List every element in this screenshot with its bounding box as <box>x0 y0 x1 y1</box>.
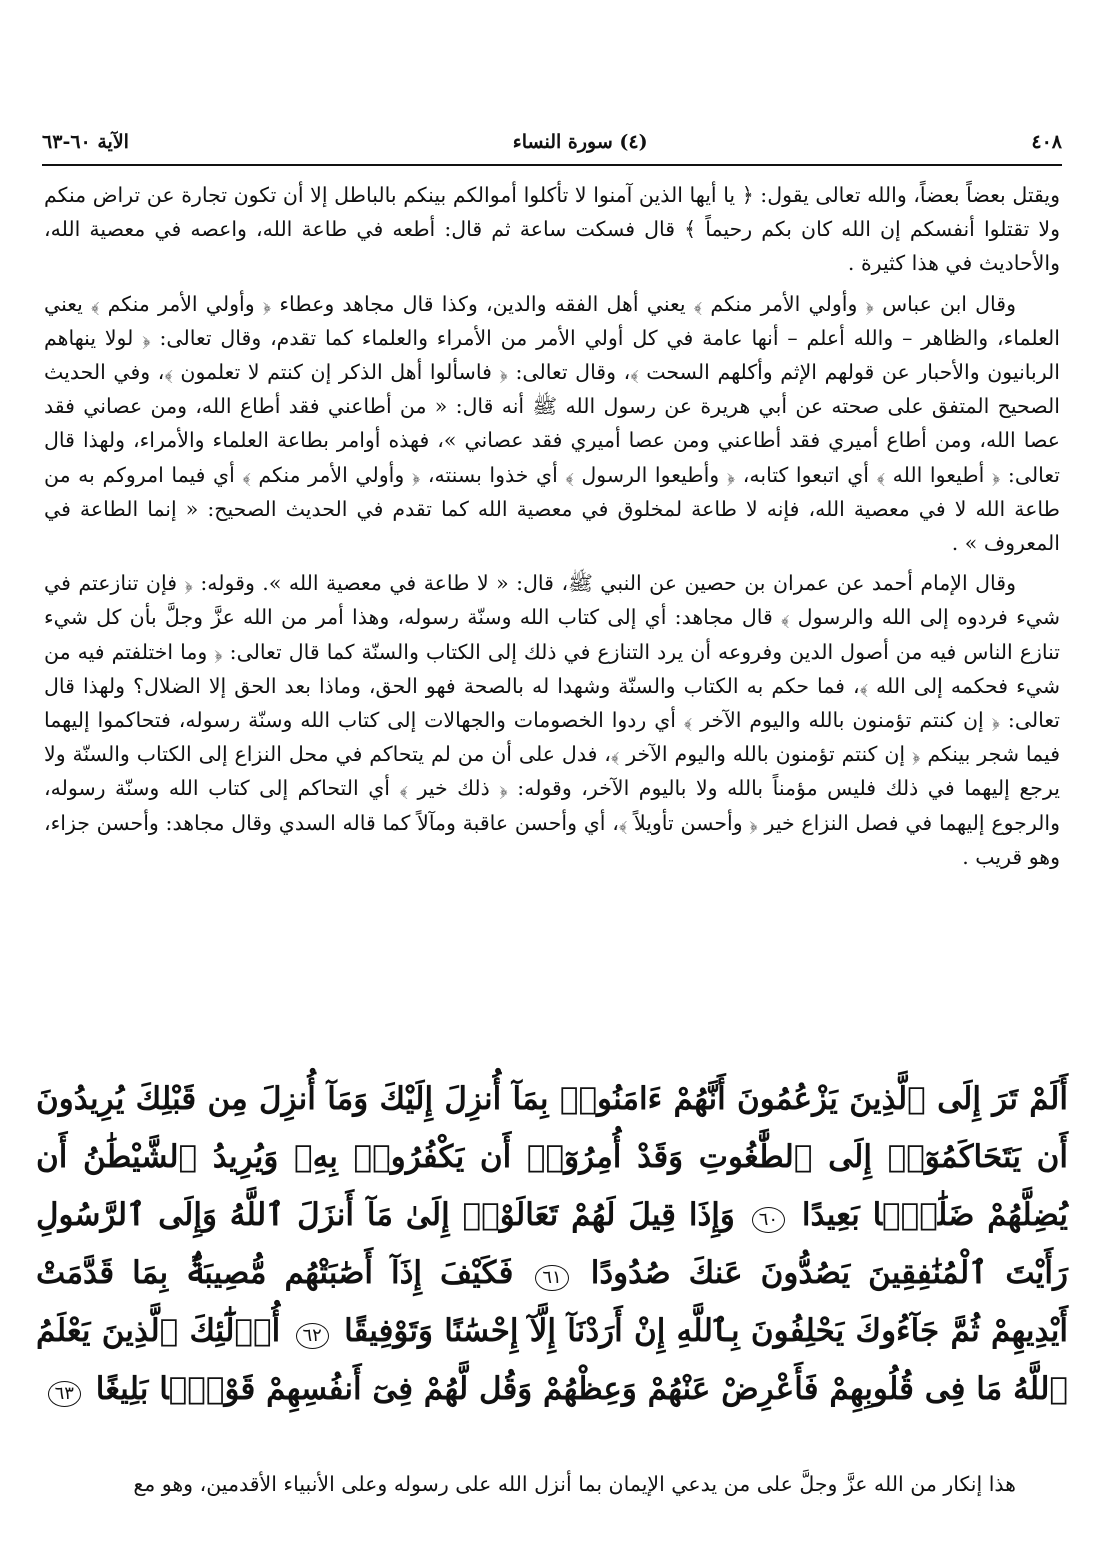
quran-verses <box>36 1070 1068 1418</box>
surah-title: (٤) سورة النساء <box>512 131 648 153</box>
verse-62-number: ٦٢ <box>296 1323 329 1349</box>
verse-63-number: ٦٣ <box>48 1381 81 1407</box>
closing-paragraph: هذا إنكار من الله عزَّ وجلَّ على من يدعي الإيمان بما أنزل الله على رسوله وعلى الأنبياء الأقدمين، وهو مع <box>133 1472 1016 1496</box>
paragraph-3: وقال الإمام أحمد عن عمران بن حصين عن النبي ﷺ، قال: « لا طاعة في معصية الله ». وقوله: ﴿ فإن تنازعتم في شيء فردوه إلى الله والرسول ﴾ قال مجاهد: أي إلى كتاب الله وسنّة رسوله، وهذا أمر من الله عزَّ وجلَّ بأن كل شيء تنازع الناس فيه من أصول الدين وفروعه أن يرد التنازع في ذلك إلى الكتاب والسنّة كما قال تعالى: ﴿ وما اختلفتم فيه من شيء فحكمه إلى الله ﴾، فما حكم به الكتاب والسنّة وشهدا له بالصحة فهو الحق، وماذا بعد الحق إلا الضلال؟ ولهذا قال تعالى: ﴿ إن كنتم تؤمنون بالله واليوم الآخر ﴾ أي ردوا الخصومات والجهالات إلى كتاب الله وسنّة رسوله، فتحاكموا إليهما فيما شجر بينكم ﴿ إن كنتم تؤمنون بالله واليوم الآخر ﴾، فدل على أن من لم يتحاكم في محل النزاع إلى الكتاب والسنّة ولا يرجع إليهما في ذلك فليس مؤمناً بالله ولا باليوم الآخر، وقوله: ﴿ ذلك خير ﴾ أي التحاكم إلى كتاب الله وسنّة رسوله، والرجوع إليهما في فصل النزاع خير ﴿ وأحسن تأويلاً ﴾، أي وأحسن عاقبة ومآلاً كما قاله السدي وقال مجاهد: وأحسن جزاء، وهو قريب . <box>44 571 1060 869</box>
verse-61-text: وَإِذَا قِيلَ لَهُمْ تَعَالَوْا۟ إِلَىٰ مَآ أَنزَلَ ٱللَّهُ وَإِلَى ٱلرَّسُولِ رَأَيْتَ ٱلْمُنَٰفِقِينَ يَصُدُّونَ عَنكَ صُدُودًا <box>36 1197 1068 1291</box>
paragraph-2: وقال ابن عباس ﴿ وأولي الأمر منكم ﴾ يعني أهل الفقه والدين، وكذا قال مجاهد وعطاء ﴿ وأولي الأمر منكم ﴾ يعني العلماء، والظاهر – والله أعلم – أنها عامة في كل أولي الأمر من الأمراء والعلماء كما تقدم، وقال تعالى: ﴿ لولا ينهاهم الربانيون والأحبار عن قولهم الإثم وأكلهم السحت ﴾، وقال تعالى: ﴿ فاسألوا أهل الذكر إن كنتم لا تعلمون ﴾، وفي الحديث الصحيح المتفق على صحته عن أبي هريرة عن رسول الله ﷺ أنه قال: « من أطاعني فقد أطاع الله، ومن عصاني فقد عصا الله، ومن أطاع أميري فقد أطاعني ومن عصا أميري فقد عصاني »، فهذه أوامر بطاعة العلماء والأمراء، ولهذا قال تعالى: ﴿ أطيعوا الله ﴾ أي اتبعوا كتابه، ﴿ وأطيعوا الرسول ﴾ أي خذوا بسنته، ﴿ وأولي الأمر منكم ﴾ أي فيما امروكم به من طاعة الله لا في معصية الله، فإنه لا طاعة لمخلوق في معصية الله كما تقدم في الحديث الصحيح: « إنما الطاعة في المعروف » . <box>44 291 1060 556</box>
verse-range: الآية ٦٠-٦٣ <box>42 131 129 153</box>
verse-60-text: أَلَمْ تَرَ إِلَى ٱلَّذِينَ يَزْعُمُونَ أَنَّهُمْ ءَامَنُوا۟ بِمَآ أُنزِلَ إِلَيْكَ وَمَآ أُنزِلَ مِن قَبْلِكَ يُرِيدُونَ أَن يَتَحَاكَمُوٓا۟ إِلَى ٱلطَّٰغُوتِ وَقَدْ أُمِرُوٓا۟ أَن يَكْفُرُوا۟ بِهِۦ وَيُرِيدُ ٱلشَّيْطَٰنُ أَن يُضِلَّهُمْ ضَلَٰلًۢا بَعِيدًا <box>36 1081 1068 1233</box>
paragraph-1: ويقتل بعضاً بعضاً، والله تعالى يقول: ﴿ يا أيها الذين آمنوا لا تأكلوا أموالكم بينكم بالباطل إلا أن تكون تجارة عن تراض منكم ولا تقتلوا أنفسكم إن الله كان بكم رحيماً ﴾ قال فسكت ساعة ثم قال: أطعه في طاعة الله، واعصه في معصية الله، والأحاديث في هذا كثيرة . <box>44 183 1060 276</box>
commentary-text <box>44 178 1060 880</box>
verse-61-number: ٦١ <box>535 1265 568 1291</box>
page-number: ٤٠٨ <box>1031 131 1062 153</box>
header-divider <box>42 164 1062 166</box>
verse-60-number: ٦٠ <box>752 1207 785 1233</box>
page-header <box>42 122 1062 162</box>
verse-63-text: أُو۟لَٰٓئِكَ ٱلَّذِينَ يَعْلَمُ ٱللَّهُ مَا فِى قُلُوبِهِمْ فَأَعْرِضْ عَنْهُمْ وَعِظْهُمْ وَقُل لَّهُمْ فِىٓ أَنفُسِهِمْ قَوْلًۢا بَلِيغًا <box>36 1313 1068 1407</box>
closing-text <box>44 1467 1060 1501</box>
verse-62-text: فَكَيْفَ إِذَآ أَصَٰبَتْهُم مُّصِيبَةٌۢ بِمَا قَدَّمَتْ أَيْدِيهِمْ ثُمَّ جَآءُوكَ يَحْلِفُونَ بِٱللَّهِ إِنْ أَرَدْنَآ إِلَّآ إِحْسَٰنًا وَتَوْفِيقًا <box>36 1255 1069 1349</box>
